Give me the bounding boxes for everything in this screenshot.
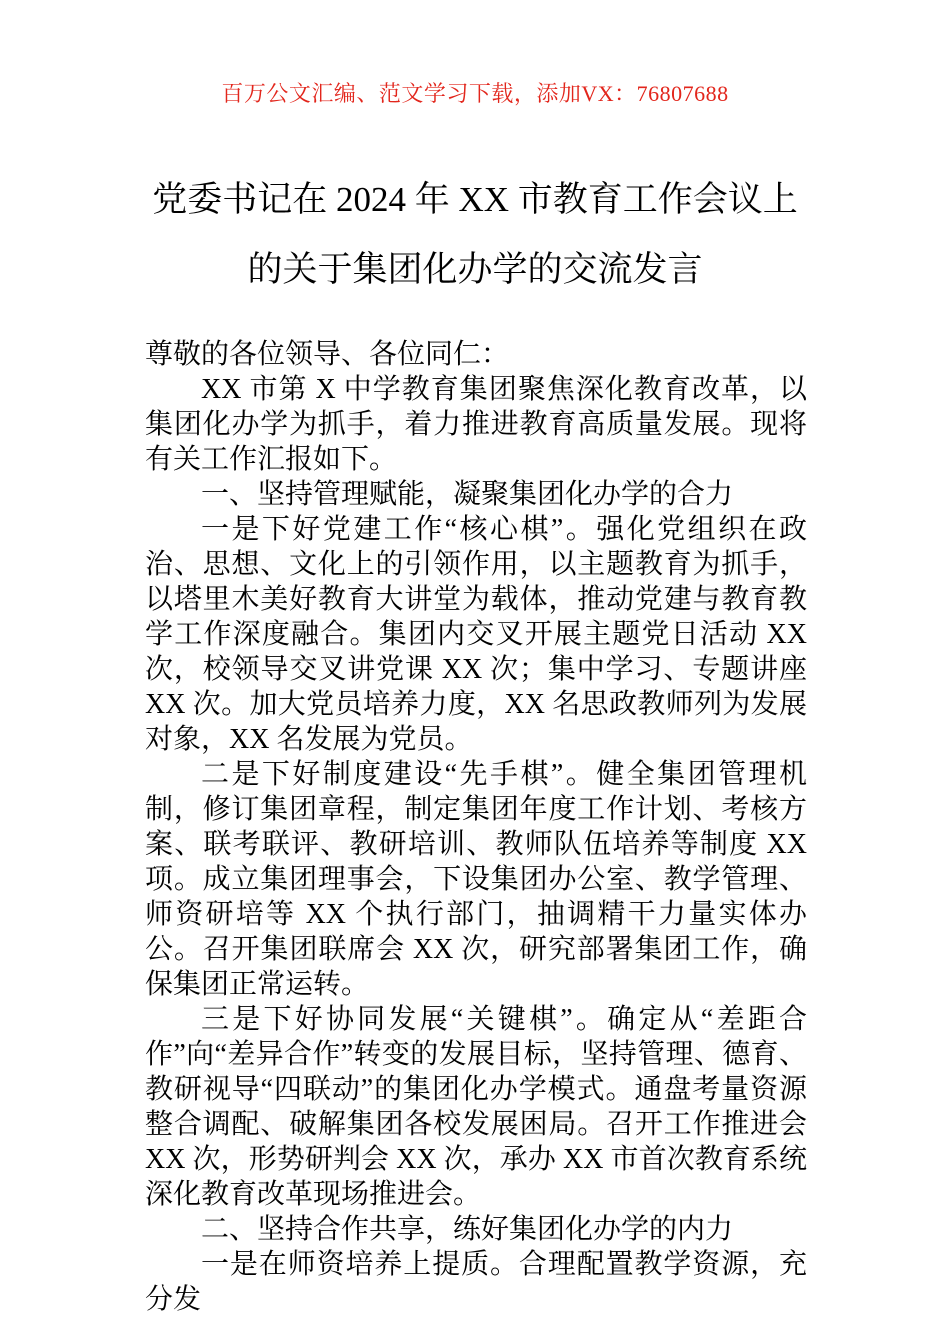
body-paragraph: XX 市第 X 中学教育集团聚焦深化教育改革，以集团化办学为抓手，着力推进教育高质量发展。现将有关工作汇报如下。 [145, 374, 807, 475]
document-title-line-1: 党委书记在 2024 年 XX 市教育工作会议上 [152, 180, 798, 219]
body-paragraph: 二是下好制度建设“先手棋”。健全集团管理机制，修订集团章程，制定集团年度工作计划、考核方案、联考联评、教研培训、教师队伍培养等制度 XX 项。成立集团理事会，下设集团办公室、教学管理、师资研培等 XX 个执行部门，抽调精干力量实体办公。召开集团联席会 XX 次，研究部署集团工作，确保集团正常运转。 [145, 759, 807, 1000]
section-heading: 二、坚持合作共享，练好集团化办学的内力 [201, 1214, 734, 1245]
salutation-line: 尊敬的各位领导、各位同仁： [145, 339, 510, 370]
body-paragraph: 三是下好协同发展“关键棋”。确定从“差距合作”向“差异合作”转变的发展目标，坚持管理、德育、教研视导“四联动”的集团化办学模式。通盘考量资源整合调配、破解集团各校发展困局。召开工作推进会 XX 次，形势研判会 XX 次，承办 XX 市首次教育系统深化教育改革现场推进会。 [145, 1004, 807, 1210]
promo-watermark-text: 百万公文汇编、范文学习下载，添加VX：76807688 [221, 81, 729, 106]
document-title [0, 165, 950, 305]
body-paragraph: 一是在师资培养上提质。合理配置教学资源，充分发 [145, 1249, 807, 1315]
body-paragraph: 一是下好党建工作“核心棋”。强化党组织在政治、思想、文化上的引领作用，以主题教育为抓手，以塔里木美好教育大讲堂为载体，推动党建与教育教学工作深度融合。集团内交叉开展主题党日活动 XX 次，校领导交叉讲党课 XX 次；集中学习、专题讲座 XX 次。加大党员培养力度，XX 名思政教师列为发展对象，XX 名发展为党员。 [145, 514, 807, 755]
document-body [145, 337, 807, 1317]
section-heading: 一、坚持管理赋能，凝聚集团化办学的合力 [201, 479, 734, 510]
document-title-line-2: 的关于集团化办学的交流发言 [247, 250, 703, 289]
